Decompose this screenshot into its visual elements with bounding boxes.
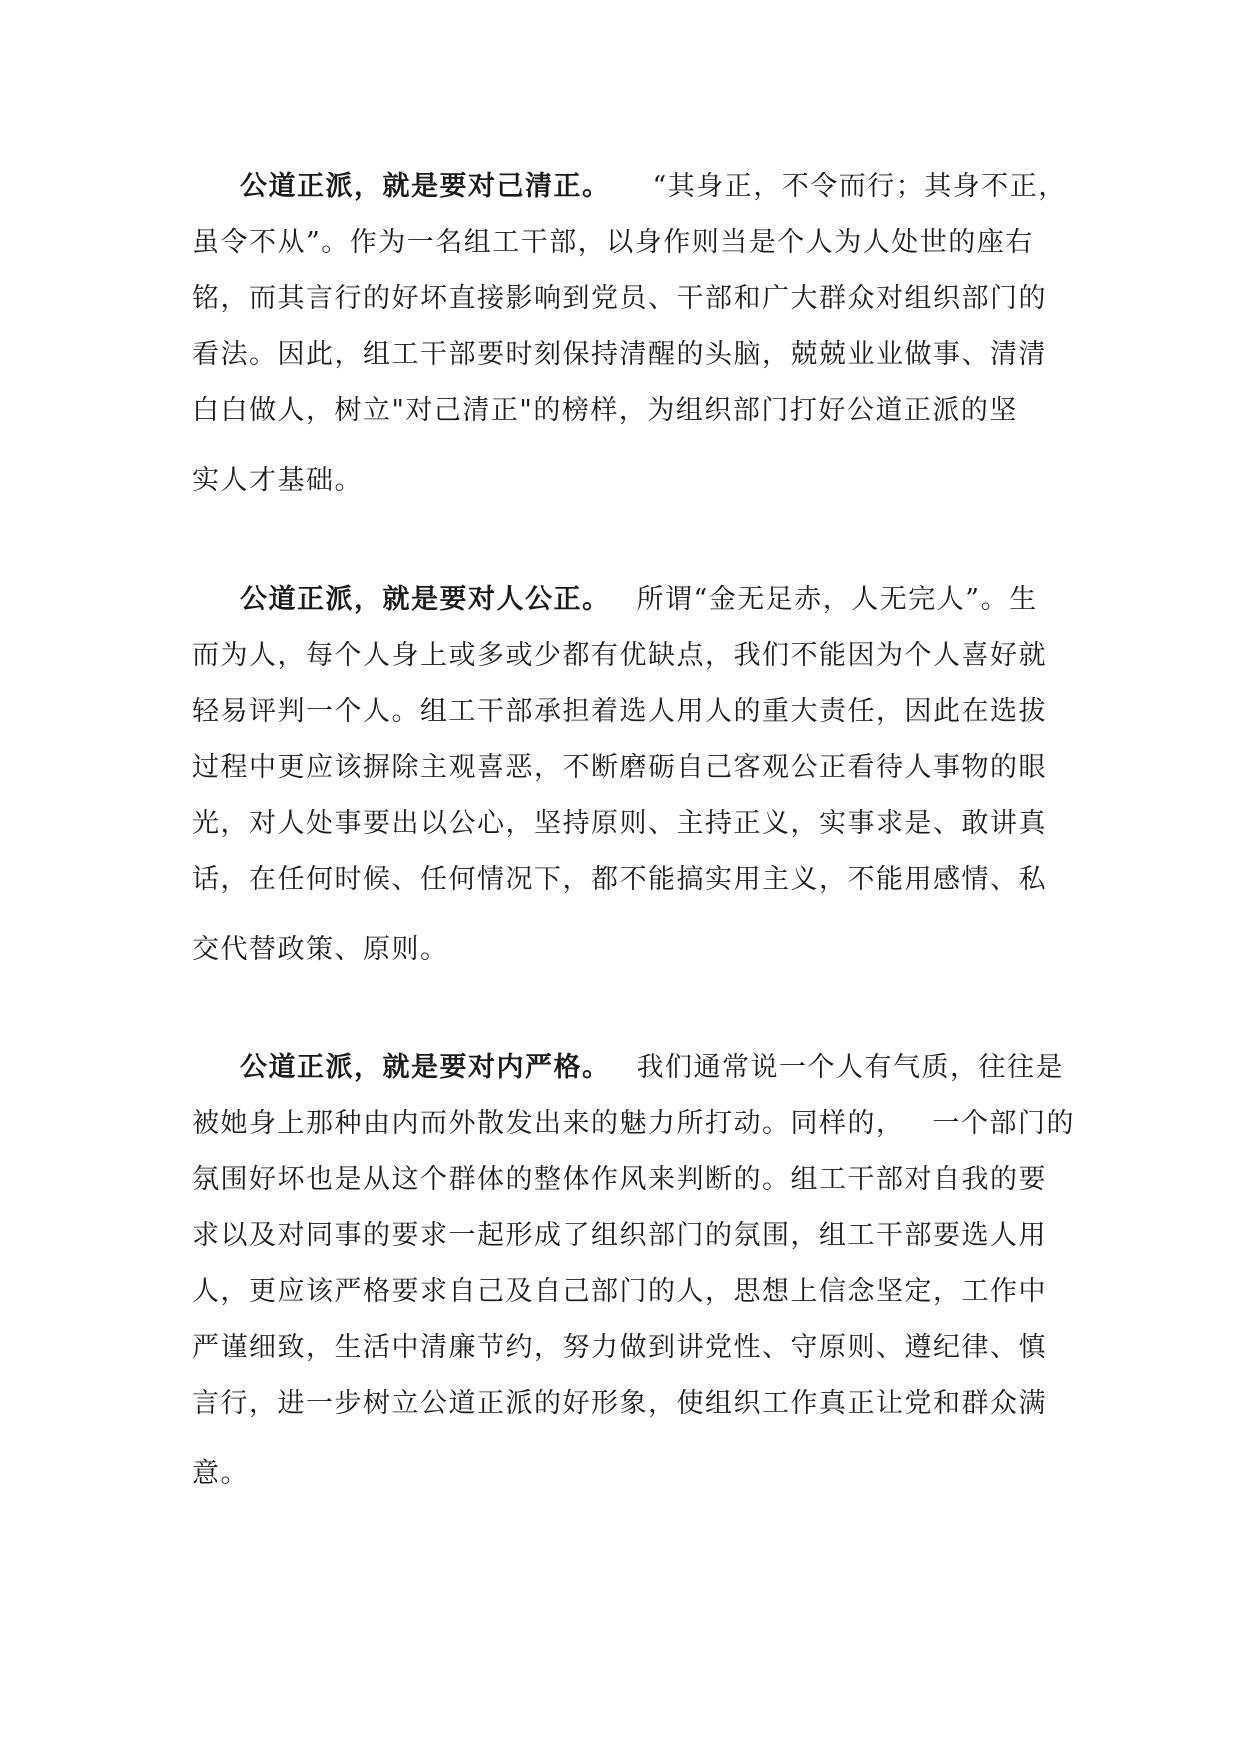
paragraph-2-heading: 公道正派，就是要对人公正。	[240, 584, 611, 615]
paragraph-1	[192, 159, 1067, 509]
paragraph-3-text-1: 我们通常说一个人有气质，往往是	[636, 1052, 1064, 1083]
paragraph-3-line-7: 言行，进一步树立公道正派的好形象，使组织工作真正让党和群众满	[192, 1388, 1047, 1419]
paragraph-2-line-7: 交代替政策、原则。	[192, 934, 449, 965]
paragraph-2-text-1: 所谓“金无足赤，人无完人”。生	[636, 584, 1038, 615]
paragraph-3-text-2b: 一个部门的	[932, 1108, 1075, 1139]
paragraph-2	[192, 572, 1054, 978]
paragraph-3-line-4: 求以及对同事的要求一起形成了组织部门的氛围，组工干部要选人用	[192, 1220, 1047, 1251]
paragraph-2-line-2: 而为人，每个人身上或多或少都有优缺点，我们不能因为个人喜好就	[192, 640, 1047, 671]
paragraph-2-line-5: 光，对人处事要出以公心，坚持原则、主持正义，实事求是、敢讲真	[192, 808, 1047, 839]
paragraph-1-line-3: 铭，而其言行的好坏直接影响到党员、干部和广大群众对组织部门的	[192, 283, 1047, 314]
paragraph-2-line-6: 话，在任何时候、任何情况下，都不能搞实用主义，不能用感情、私	[192, 864, 1047, 895]
paragraph-1-line-5: 白白做人，树立"对己清正"的榜样，为组织部门打好公道正派的坚	[192, 395, 1018, 426]
paragraph-1-heading: 公道正派，就是要对己清正。	[240, 171, 611, 202]
paragraph-1-line-6: 实人才基础。	[192, 465, 363, 496]
paragraph-3-line-2	[192, 1096, 1075, 1152]
paragraph-3-line-6: 严谨细致，生活中清廉节约，努力做到讲党性、守原则、遵纪律、慎	[192, 1332, 1047, 1363]
paragraph-1-line-2: 虽令不从”。作为一名组工干部，以身作则当是个人为人处世的座右	[192, 227, 1034, 258]
paragraph-3-line-8: 意。	[192, 1458, 249, 1489]
paragraph-3-text-2a: 被她身上那种由内而外散发出来的魅力所打动。同样的，	[192, 1108, 905, 1139]
paragraph-1-line-4: 看法。因此，组工干部要时刻保持清醒的头脑，兢兢业业做事、清清	[192, 339, 1047, 370]
paragraph-3-line-5: 人，更应该严格要求自己及自己部门的人，思想上信念坚定，工作中	[192, 1276, 1047, 1307]
paragraph-2-line-1	[192, 572, 1054, 628]
paragraph-3-line-1	[192, 1040, 1064, 1096]
paragraph-2-line-4: 过程中更应该摒除主观喜恶，不断磨砺自己客观公正看待人事物的眼	[192, 752, 1047, 783]
paragraph-2-line-3: 轻易评判一个人。组工干部承担着选人用人的重大责任，因此在选拔	[192, 696, 1047, 727]
paragraph-3-heading: 公道正派，就是要对内严格。	[240, 1052, 611, 1083]
paragraph-3-line-3: 氛围好坏也是从这个群体的整体作风来判断的。组工干部对自我的要	[192, 1164, 1047, 1195]
paragraph-1-line-1	[192, 159, 1067, 215]
paragraph-3	[192, 1040, 1075, 1502]
paragraph-1-text-1: “其身正，不令而行；其身不正，	[652, 171, 1067, 202]
